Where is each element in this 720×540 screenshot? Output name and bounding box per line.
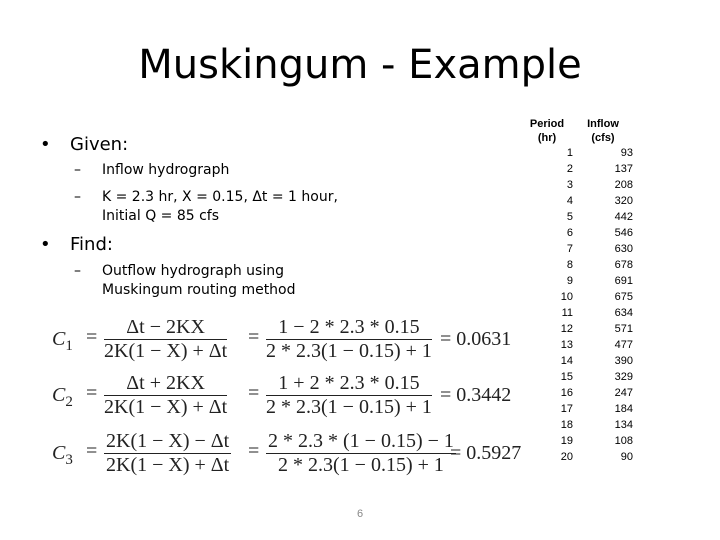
inflow-cell: 108	[614, 435, 633, 447]
eq-lhs: $C_2$	[52, 384, 73, 410]
table-row	[521, 353, 633, 369]
inflow-cell: 571	[614, 323, 633, 335]
table-row	[521, 177, 633, 193]
find-item-text: Outflow hydrograph using	[102, 263, 284, 279]
header-period: Period (hr)	[529, 118, 565, 144]
table-row	[521, 417, 633, 433]
inflow-cell: 546	[614, 227, 633, 239]
period-cell: 14	[560, 355, 573, 367]
given-item-text: Initial Q = 85 cfs	[102, 208, 220, 224]
period-cell: 3	[566, 179, 573, 191]
inflow-cell: 137	[614, 163, 633, 175]
table-row	[521, 209, 633, 225]
equals-sign: =	[86, 440, 98, 462]
period-cell: 12	[560, 323, 573, 335]
given-heading: Given:	[70, 134, 129, 155]
inflow-cell: 90	[620, 451, 633, 463]
period-cell: 17	[560, 403, 573, 415]
period-cell: 16	[560, 387, 573, 399]
inflow-cell: 442	[614, 211, 633, 223]
eq-fraction-symbolic: $\frac{2K(1 - X) - \Delta t}{2K(1 - X) + \Delta t}$	[106, 430, 230, 476]
period-cell: 9	[566, 275, 573, 287]
dash-marker: –	[74, 162, 81, 178]
table-row	[521, 273, 633, 289]
eq-result: = 0.5927	[450, 442, 522, 464]
eq-fraction-symbolic: $\frac{\Delta t + 2KX}{2K(1 - X) + \Delta t}$	[104, 372, 228, 418]
dash-marker: –	[74, 189, 81, 205]
period-cell: 13	[560, 339, 573, 351]
period-cell: 15	[560, 371, 573, 383]
table-row	[521, 145, 633, 161]
page-number: 6	[356, 508, 364, 520]
inflow-cell: 630	[614, 243, 633, 255]
table-row	[521, 433, 633, 449]
bullet-given	[40, 134, 128, 155]
period-cell: 19	[560, 435, 573, 447]
eq-result: = 0.0631	[440, 328, 512, 350]
inflow-cell: 208	[614, 179, 633, 191]
eq-result: = 0.3442	[440, 384, 512, 406]
table-row	[521, 257, 633, 273]
eq-lhs: $C_3$	[52, 442, 73, 468]
inflow-cell: 634	[614, 307, 633, 319]
period-cell: 11	[561, 307, 573, 319]
inflow-cell: 390	[614, 355, 633, 367]
period-cell: 8	[566, 259, 573, 271]
equals-sign: =	[248, 382, 260, 404]
inflow-cell: 477	[614, 339, 633, 351]
inflow-cell: 329	[614, 371, 633, 383]
table-row	[521, 241, 633, 257]
table-row	[521, 321, 633, 337]
equals-sign: =	[248, 440, 260, 462]
eq-fraction-numeric: $\frac{2 * 2.3 * (1 - 0.15) - 1}{2 * 2.3(1 - 0.15) + 1}$	[268, 430, 454, 476]
table-row	[521, 193, 633, 209]
period-cell: 7	[566, 243, 573, 255]
inflow-cell: 247	[614, 387, 633, 399]
eq-fraction-numeric: $\frac{1 + 2 * 2.3 * 0.15}{2 * 2.3(1 - 0.15) + 1}$	[266, 372, 432, 418]
period-cell: 6	[566, 227, 573, 239]
find-item-text: Muskingum routing method	[102, 282, 296, 298]
period-cell: 5	[566, 211, 573, 223]
inflow-cell: 678	[614, 259, 633, 271]
table-row	[521, 401, 633, 417]
period-cell: 4	[566, 195, 573, 207]
slide-title: Muskingum - Example	[138, 42, 582, 88]
equals-sign: =	[86, 326, 98, 348]
dash-marker: –	[74, 263, 81, 279]
inflow-cell: 134	[614, 419, 633, 431]
period-cell: 20	[560, 451, 573, 463]
period-cell: 2	[566, 163, 573, 175]
eq-fraction-numeric: $\frac{1 - 2 * 2.3 * 0.15}{2 * 2.3(1 - 0.15) + 1}$	[266, 316, 432, 362]
given-item-text: Inflow hydrograph	[102, 162, 230, 178]
period-cell: 18	[560, 419, 573, 431]
inflow-cell: 691	[614, 275, 633, 287]
bullet-marker: •	[40, 134, 51, 155]
inflow-cell: 320	[614, 195, 633, 207]
find-heading: Find:	[70, 234, 113, 255]
table-row	[521, 289, 633, 305]
given-item-text: K = 2.3 hr, X = 0.15, Δt = 1 hour,	[102, 189, 338, 205]
table-row	[521, 385, 633, 401]
table-body	[521, 145, 633, 465]
table-row	[521, 449, 633, 465]
period-cell: 10	[560, 291, 573, 303]
inflow-cell: 184	[614, 403, 633, 415]
table-row	[521, 369, 633, 385]
equals-sign: =	[86, 382, 98, 404]
inflow-table	[521, 117, 633, 465]
inflow-cell: 93	[620, 147, 633, 159]
inflow-cell: 675	[614, 291, 633, 303]
table-row	[521, 337, 633, 353]
bullet-marker: •	[40, 234, 51, 255]
bullet-find	[40, 234, 113, 255]
table-row	[521, 305, 633, 321]
equals-sign: =	[248, 326, 260, 348]
period-cell: 1	[566, 147, 573, 159]
eq-fraction-symbolic: $\frac{\Delta t - 2KX}{2K(1 - X) + \Delta t}$	[104, 316, 228, 362]
header-inflow: Inflow (cfs)	[587, 118, 619, 144]
eq-lhs: $C_1$	[52, 328, 73, 354]
table-row	[521, 161, 633, 177]
table-row	[521, 225, 633, 241]
